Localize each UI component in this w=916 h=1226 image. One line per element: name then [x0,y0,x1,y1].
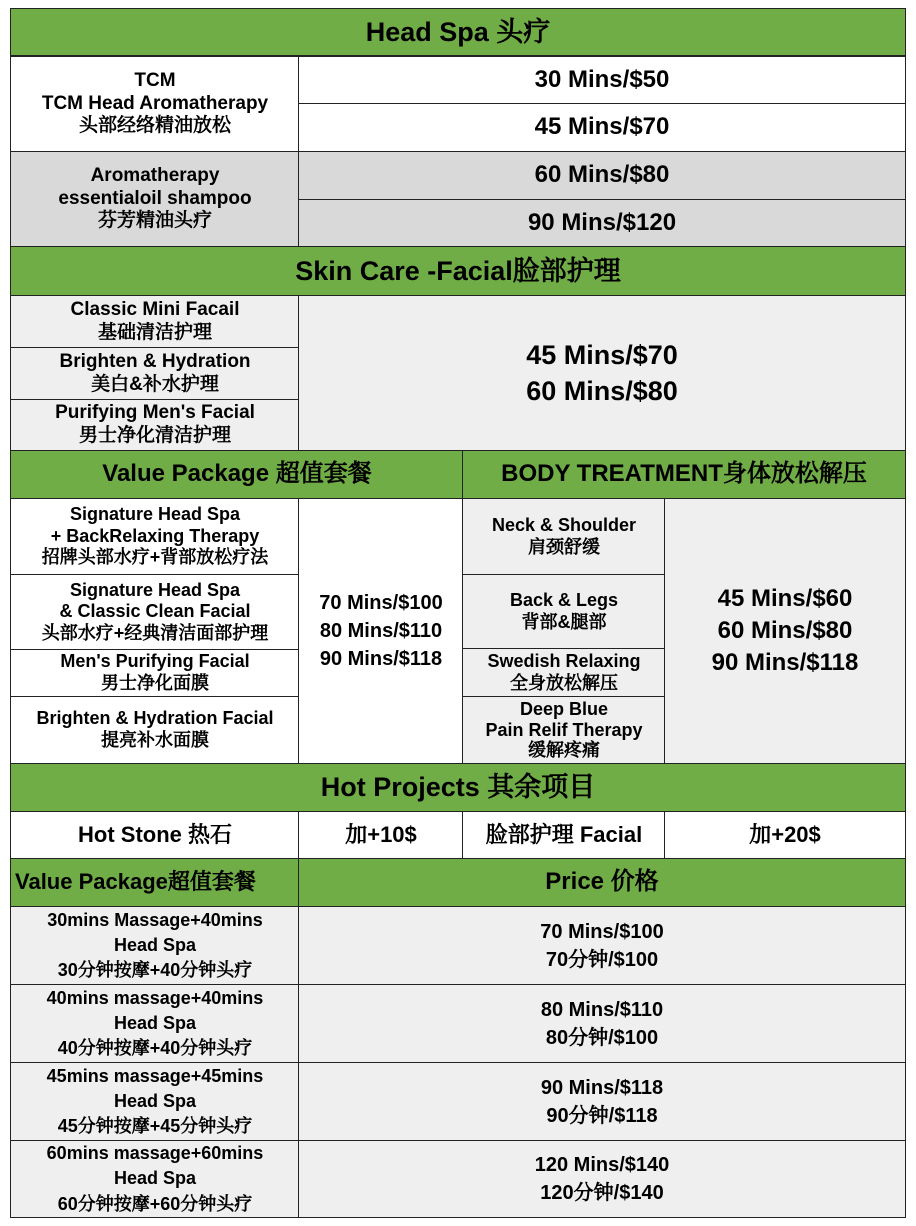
aroma-price-60 [298,151,906,200]
item-line: Head Spa [113,934,197,955]
item-line: Pain Relif Therapy [485,719,643,740]
item-line: Deep Blue [519,698,609,719]
body-item-deep-blue [462,696,666,764]
body-item-neck [462,498,666,575]
tcm-name-en: TCM Head Aromatherapy [41,92,269,114]
hot-projects-header [10,763,906,812]
item-name-cn: 基础清洁护理 [97,321,212,343]
combo-row-name [10,1140,300,1218]
price-text: 30 Mins/$50 [534,65,670,93]
price-text: 45 Mins/$70 [534,113,670,141]
value-item-headspa-facial [10,574,300,650]
value-item-brighten-facial [10,696,300,764]
price-text: 70分钟/$100 [545,948,659,971]
price-text: 60 Mins/$80 [717,617,853,645]
price-text: 45 Mins/$70 [526,339,678,370]
facial-addon-price [664,811,906,859]
item-line: Head Spa [113,1168,197,1189]
combo-row-name [10,906,300,985]
aroma-name-cn: 芬芳精油头疗 [97,210,212,232]
value-package-prices [298,498,464,764]
item-line: 头部水疗+经典清洁面部护理 [41,622,269,643]
price-text: 70 Mins/$100 [540,920,664,943]
skin-care-prices [298,295,906,451]
price-text: 80 Mins/$110 [540,998,664,1021]
body-treatment-prices [664,498,906,764]
combo-header-right [298,858,906,907]
price-text: 90 Mins/$120 [527,208,677,236]
price-text: 90 Mins/$118 [319,648,443,670]
value-package-title: Value Package 超值套餐 [102,460,372,488]
item-line: 肩颈舒缓 [528,536,600,557]
item-name-cn: 男士净化清洁护理 [78,425,231,446]
facial-item-purifying [10,399,300,451]
tcm-service [10,56,300,152]
price-text: 90分钟/$118 [546,1104,658,1127]
facial-addon-label: 脸部护理 Facial [485,821,643,847]
facial-item-classic [10,295,300,348]
combo-row-price [298,984,906,1063]
facial-addon-item [462,811,666,859]
item-line: 背部&腿部 [521,611,607,632]
skin-care-title: Skin Care -Facial脸部护理 [295,255,621,286]
hot-stone-label: Hot Stone 热石 [78,821,232,847]
item-line: 男士净化面膜 [101,673,209,693]
item-line: 全身放松解压 [510,672,618,693]
item-name-en: Brighten & Hydration [59,350,251,372]
body-item-swedish [462,648,666,697]
tcm-price-45 [298,103,906,152]
tcm-label: TCM [134,69,176,91]
item-line: Back & Legs [509,589,619,610]
item-line: 40mins massage+40mins [46,987,264,1008]
price-text: 45 Mins/$60 [717,585,853,613]
facial-item-brighten [10,347,300,400]
price-text: 120分钟/$140 [540,1182,664,1204]
item-line: Signature Head Spa [69,579,241,600]
item-name-en: Classic Mini Facail [70,298,240,320]
tcm-price-30 [298,56,906,104]
item-name-cn: 美白&补水护理 [91,373,219,395]
item-line: 缓解疼痛 [528,740,600,761]
item-line: 30mins Massage+40mins [47,909,263,930]
item-line: 提亮补水面膜 [101,730,209,750]
value-package-header [10,450,464,499]
item-line: Brighten & Hydration Facial [36,708,274,729]
price-text: 60 Mins/$80 [526,376,678,406]
item-line: 40分钟按摩+40分钟头疗 [57,1038,253,1059]
item-line: 招牌头部水疗+背部放松疗法 [41,547,269,568]
item-line: Signature Head Spa [69,504,241,525]
item-line: 30分钟按摩+40分钟头疗 [57,960,253,981]
price-text: 90 Mins/$118 [540,1076,664,1099]
item-line: 45分钟按摩+45分钟头疗 [57,1116,253,1137]
item-line: Head Spa [113,1090,197,1111]
item-line: 60分钟按摩+60分钟头疗 [57,1193,253,1214]
combo-row-price [298,906,906,985]
body-item-back-legs [462,574,666,649]
item-line: & Classic Clean Facial [59,601,251,622]
combo-header-title: Value Package超值套餐 [15,869,256,895]
aroma-name-2: essentialoil shampoo [58,187,252,209]
price-text: 60 Mins/$80 [534,161,670,189]
item-line: 45mins massage+45mins [46,1065,264,1086]
price-text: 加+10$ [345,821,417,847]
body-treatment-title: BODY TREATMENT身体放松解压 [501,460,867,488]
price-text: 80分钟/$100 [545,1026,659,1049]
skin-care-header [10,246,906,296]
item-line: Neck & Shoulder [491,514,637,535]
hot-projects-title: Hot Projects 其余项目 [320,772,596,803]
combo-price-title: Price 价格 [545,868,659,896]
price-text: 加+20$ [749,821,821,847]
price-text: 70 Mins/$100 [319,592,443,614]
aroma-price-90 [298,199,906,247]
item-line: Men's Purifying Facial [60,651,250,672]
body-treatment-header [462,450,906,499]
value-item-mens-facial [10,649,300,697]
hot-stone-item [10,811,300,859]
price-text: 120 Mins/$140 [534,1154,670,1176]
item-line: + BackRelaxing Therapy [50,525,260,546]
price-menu [10,8,906,1218]
item-line: Head Spa [113,1012,197,1033]
item-name-en: Purifying Men's Facial [55,402,255,424]
value-item-headspa-back [10,498,300,575]
combo-row-name [10,984,300,1063]
tcm-name-cn: 头部经络精油放松 [78,115,231,137]
price-text: 80 Mins/$110 [319,620,443,642]
item-line: 60mins massage+60mins [46,1143,264,1164]
combo-row-price [298,1062,906,1141]
price-text: 90 Mins/$118 [711,648,859,676]
combo-header-left [10,858,300,907]
aroma-name-1: Aromatherapy [90,164,220,186]
hot-stone-price [298,811,464,859]
combo-row-name [10,1062,300,1141]
combo-row-price [298,1140,906,1218]
aromatherapy-service [10,151,300,247]
head-spa-title: Head Spa 头疗 [365,16,551,47]
head-spa-header [10,8,906,56]
item-line: Swedish Relaxing [487,650,641,671]
